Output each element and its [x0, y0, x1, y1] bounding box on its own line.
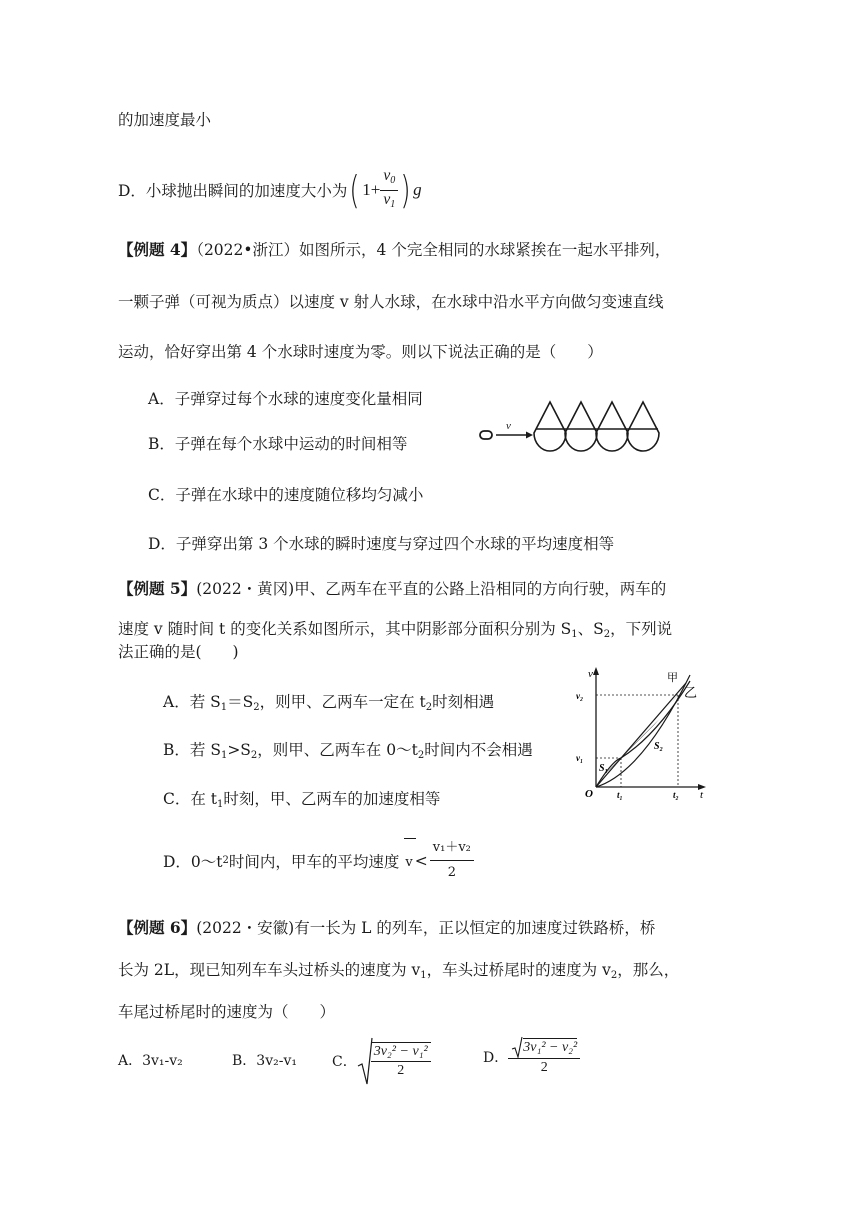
water-balls — [534, 402, 659, 451]
example-5-stem-3: 法正确的是( ) — [118, 643, 239, 661]
example-6-option-a: A．3v₁-v₂ — [118, 1053, 183, 1069]
opt-d-sub: 2 — [222, 855, 229, 866]
sub-1: 1 — [571, 629, 578, 640]
example-6-option-c — [332, 1036, 431, 1086]
water-ball-4 — [627, 402, 659, 451]
example-4-stem-3: 运动，恰好穿出第 4 个水球时速度为零。则以下说法正确的是（ ） — [118, 343, 603, 361]
opt-b-sub-1: 1 — [220, 750, 228, 761]
example-5-option-b — [163, 738, 533, 761]
opt-c-label: C． — [332, 1054, 357, 1070]
t-axis-label: t — [700, 789, 704, 800]
water-ball-1 — [534, 402, 566, 451]
opt-b-sub-2: 2 — [250, 750, 258, 761]
overline — [404, 838, 416, 839]
example-5-stem-1 — [118, 577, 666, 599]
ex6-stem-2a: 长为 2L，现已知列车车头过桥头的速度为 v — [118, 961, 421, 979]
example-6-option-b: B．3v₂-v₁ — [232, 1053, 297, 1069]
stem-2c: ，下列说 — [610, 620, 673, 638]
opt-a-sub-3: 2 — [425, 702, 433, 713]
ex6-sub-1: 1 — [420, 970, 427, 981]
example-6-stem-text-1: (2022・安徽)有一长为 L 的列车，正以恒定的加速度过铁路桥，桥 — [196, 919, 656, 937]
continuation-text: 的加速度最小 — [118, 111, 212, 129]
v1-label: v₁ — [576, 753, 584, 763]
frac-num-sub: 0 — [390, 174, 396, 186]
v-axis-label: v — [588, 668, 593, 680]
one-plus: 1+ — [362, 180, 381, 199]
s1-label: S₁ — [599, 763, 609, 774]
v-bar-symbol: v — [405, 854, 413, 870]
opt-d-den: 2 — [540, 1060, 548, 1075]
example-5-option-d — [163, 836, 474, 885]
opt-c-num: 3v₂² − v₁² — [371, 1043, 431, 1062]
option-d-prefix: D．小球抛出瞬间的加速度大小为 — [118, 182, 348, 200]
stem-2b: 、S — [577, 620, 604, 638]
straight-line-yi — [596, 683, 686, 787]
v-bar — [405, 852, 412, 870]
stem-2a: 速度 v 随时间 t 的变化关系如图所示，其中阴影部分面积分别为 S — [118, 620, 572, 638]
opt-c-2: 时刻，甲、乙两车的加速度相等 — [223, 790, 441, 808]
ex6-stem-2b: ，车头过桥尾时的速度为 v — [426, 961, 611, 979]
avg-den: 2 — [447, 865, 456, 880]
frac-num: v — [383, 166, 391, 184]
opt-d-1: D．0～t — [163, 852, 223, 871]
opt-b-4: 时间内不会相遇 — [424, 741, 533, 759]
opt-b-sub-3: 2 — [417, 750, 425, 761]
left-paren: ( — [349, 168, 361, 212]
g-symbol: g — [413, 180, 422, 199]
opt-b-3: ，则甲、乙两车在 0～t — [257, 741, 418, 759]
avg-fraction — [430, 836, 474, 885]
example-4-option-b: B．子弹在每个水球中运动的时间相等 — [148, 435, 408, 453]
sub-2: 2 — [603, 629, 611, 640]
option-d-prev — [118, 165, 422, 215]
opt-a-sub-2: 2 — [253, 702, 260, 713]
opt-b-1: B．若 S — [163, 741, 221, 759]
jia-label: 甲 — [667, 672, 678, 684]
example-4-stem-1 — [118, 238, 670, 260]
avg-num: v₁＋v₂ — [430, 836, 474, 861]
ex6-sub-2: 2 — [610, 970, 618, 981]
frac-den-sub: 1 — [390, 198, 396, 210]
less-than: < — [414, 851, 428, 870]
sqrt-frac-c — [371, 1042, 431, 1080]
bullet-icon — [480, 431, 492, 439]
example-6-stem-2 — [118, 958, 679, 981]
water-ball-figure — [478, 398, 668, 458]
example-4-source: （2022•浙江） — [196, 241, 300, 259]
example-4-title: 【例题 4】 — [118, 240, 197, 259]
opt-d-num: 3v₁² − v₂² — [523, 1039, 578, 1055]
sqrt-sign-d — [511, 1036, 523, 1058]
frac-den: v — [383, 190, 391, 208]
example-4-stem-text-1: 如图所示，4 个完全相同的水球紧挨在一起水平排列， — [299, 241, 671, 259]
opt-a-1: A．若 S — [163, 693, 221, 711]
origin-label: O — [585, 788, 593, 800]
t2-label: t₂ — [673, 790, 679, 800]
yi-label: 乙 — [684, 685, 698, 700]
example-5-option-c — [163, 787, 440, 810]
velocity-label: v — [506, 420, 511, 432]
example-4-option-c: C．子弹在水球中的速度随位移均匀减小 — [148, 486, 424, 504]
example-6-stem-1 — [118, 916, 655, 938]
opt-a-3: ，则甲、乙两车一定在 t — [259, 693, 426, 711]
water-ball-2 — [565, 402, 597, 451]
v2-label: v₂ — [576, 691, 584, 701]
opt-a-2: ＝S — [227, 693, 254, 711]
example-6-stem-3: 车尾过桥尾时的速度为（ ） — [118, 1003, 336, 1021]
right-paren: ) — [400, 168, 411, 212]
ex6-stem-2c: ，那么， — [617, 961, 680, 979]
opt-d-num-wrap — [508, 1036, 580, 1059]
example-5-option-a — [163, 690, 494, 713]
opt-b-2: >S — [227, 741, 251, 759]
opt-c-1: C．在 t — [163, 790, 218, 808]
water-ball-3 — [596, 402, 628, 451]
v-axis-arrow — [593, 667, 599, 675]
frac-d — [508, 1036, 580, 1077]
example-5-title: 【例题 5】 — [118, 579, 197, 598]
example-6-title: 【例题 6】 — [118, 918, 197, 937]
opt-a-4: 时刻相遇 — [432, 693, 495, 711]
example-5-stem-2 — [118, 617, 672, 640]
t1-label: t₁ — [617, 790, 623, 800]
v0-over-v1 — [380, 167, 398, 214]
opt-c-sub: 1 — [217, 799, 224, 810]
opt-a-sub-1: 1 — [220, 702, 228, 713]
example-6-option-d — [483, 1036, 580, 1077]
example-4-stem-2: 一颗子弹（可视为质点）以速度 v 射人水球，在水球中沿水平方向做匀变速直线 — [118, 293, 664, 311]
arrow-head — [526, 432, 533, 439]
example-4-option-a: A．子弹穿过每个水球的速度变化量相同 — [148, 390, 423, 408]
s2-label: S₂ — [654, 741, 664, 752]
opt-c-den: 2 — [397, 1063, 405, 1078]
example-5-stem-text-1: (2022・黄冈)甲、乙两车在平直的公路上沿相同的方向行驶，两车的 — [196, 580, 667, 598]
opt-d-label: D． — [483, 1049, 509, 1066]
example-4-option-d: D．子弹穿出第 3 个水球的瞬时速度与穿过四个水球的平均速度相等 — [148, 535, 615, 553]
opt-d-2: 时间内，甲车的平均速度 — [228, 852, 400, 871]
vt-graph — [572, 665, 712, 800]
